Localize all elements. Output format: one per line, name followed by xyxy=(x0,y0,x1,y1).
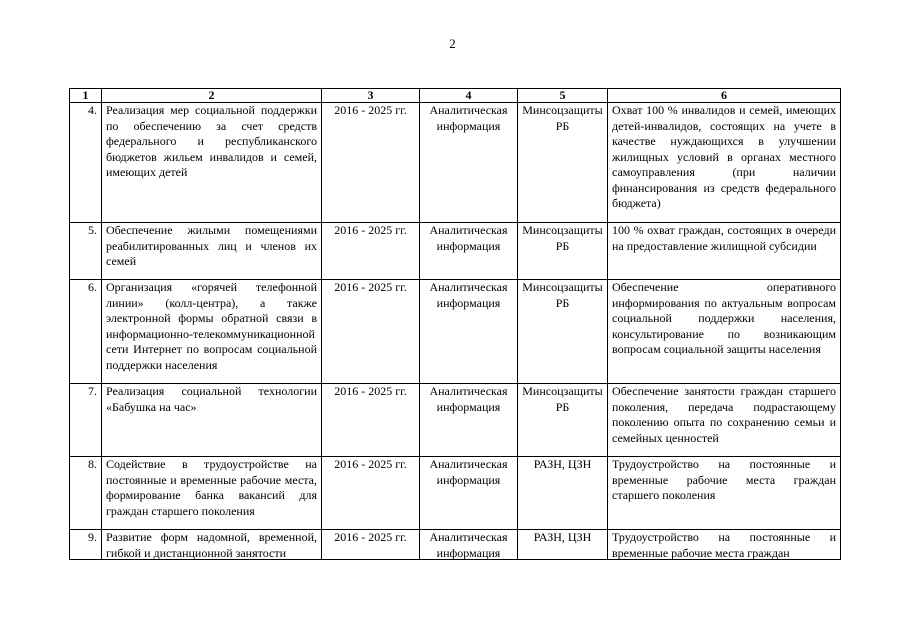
activity-name: Реализация социальной технологии «Бабушка на час» xyxy=(102,384,322,457)
report-form: Аналитическая информация xyxy=(420,103,518,223)
report-form: Аналитическая информация xyxy=(420,530,518,560)
expected-result: Трудоустройство на постоянные и временные рабочие места граждан старшего поколения xyxy=(608,457,841,530)
report-form: Аналитическая информация xyxy=(420,457,518,530)
header-cell: 4 xyxy=(420,89,518,103)
row-number: 8. xyxy=(70,457,102,530)
period: 2016 - 2025 гг. xyxy=(322,103,420,223)
expected-result: Охват 100 % инвалидов и семей, имеющих детей-инвалидов, состоящих на учете в качестве нуждающихся в улучшении жилищных условий в органах местного самоуправления (при наличии финансирования из средств федерального бюджета) xyxy=(608,103,841,223)
expected-result: Обеспечение оперативного информирования по актуальным вопросам социальной поддержки населения, консультирование по возникающим вопросам социальной защиты населения xyxy=(608,280,841,384)
table-row xyxy=(70,384,841,457)
header-cell: 6 xyxy=(608,89,841,103)
row-number: 7. xyxy=(70,384,102,457)
table-row xyxy=(70,457,841,530)
executor: Минсоцзащиты РБ xyxy=(518,223,608,280)
period: 2016 - 2025 гг. xyxy=(322,530,420,560)
period: 2016 - 2025 гг. xyxy=(322,457,420,530)
period: 2016 - 2025 гг. xyxy=(322,384,420,457)
header-row xyxy=(70,89,841,103)
period: 2016 - 2025 гг. xyxy=(322,223,420,280)
table-row xyxy=(70,223,841,280)
executor: РАЗН, ЦЗН xyxy=(518,530,608,560)
activity-name: Организация «горячей телефонной линии» (колл-центра), а также электронной формы обратной связи в информационно-телекоммуникационной сети Интернет по вопросам социальной поддержки населения xyxy=(102,280,322,384)
executor: Минсоцзащиты РБ xyxy=(518,280,608,384)
row-number: 4. xyxy=(70,103,102,223)
executor: Минсоцзащиты РБ xyxy=(518,384,608,457)
report-form: Аналитическая информация xyxy=(420,384,518,457)
row-number: 5. xyxy=(70,223,102,280)
report-form: Аналитическая информация xyxy=(420,280,518,384)
report-form: Аналитическая информация xyxy=(420,223,518,280)
row-number: 6. xyxy=(70,280,102,384)
row-number: 9. xyxy=(70,530,102,560)
expected-result: 100 % охват граждан, состоящих в очереди на предоставление жилищной субсидии xyxy=(608,223,841,280)
expected-result: Трудоустройство на постоянные и временные рабочие места граждан xyxy=(608,530,841,560)
table-row xyxy=(70,280,841,384)
period: 2016 - 2025 гг. xyxy=(322,280,420,384)
activity-name: Развитие форм надомной, временной, гибкой и дистанционной занятости xyxy=(102,530,322,560)
activity-name: Обеспечение жилыми помещениями реабилитированных лиц и членов их семей xyxy=(102,223,322,280)
activity-name: Содействие в трудоустройстве на постоянные и временные рабочие места, формирование банка вакансий для граждан старшего поколения xyxy=(102,457,322,530)
table-row xyxy=(70,530,841,560)
activity-name: Реализация мер социальной поддержки по обеспечению за счет средств федерального и республиканского бюджетов жильем инвалидов и семей, имеющих детей xyxy=(102,103,322,223)
header-cell: 2 xyxy=(102,89,322,103)
executor: Минсоцзащиты РБ xyxy=(518,103,608,223)
activities-table xyxy=(69,88,841,560)
header-cell: 1 xyxy=(70,89,102,103)
table-row xyxy=(70,103,841,223)
header-cell: 5 xyxy=(518,89,608,103)
header-cell: 3 xyxy=(322,89,420,103)
expected-result: Обеспечение занятости граждан старшего поколения, передача подрастающему поколению опыта по сохранению семьи и семейных ценностей xyxy=(608,384,841,457)
page-number: 2 xyxy=(449,36,456,51)
executor: РАЗН, ЦЗН xyxy=(518,457,608,530)
